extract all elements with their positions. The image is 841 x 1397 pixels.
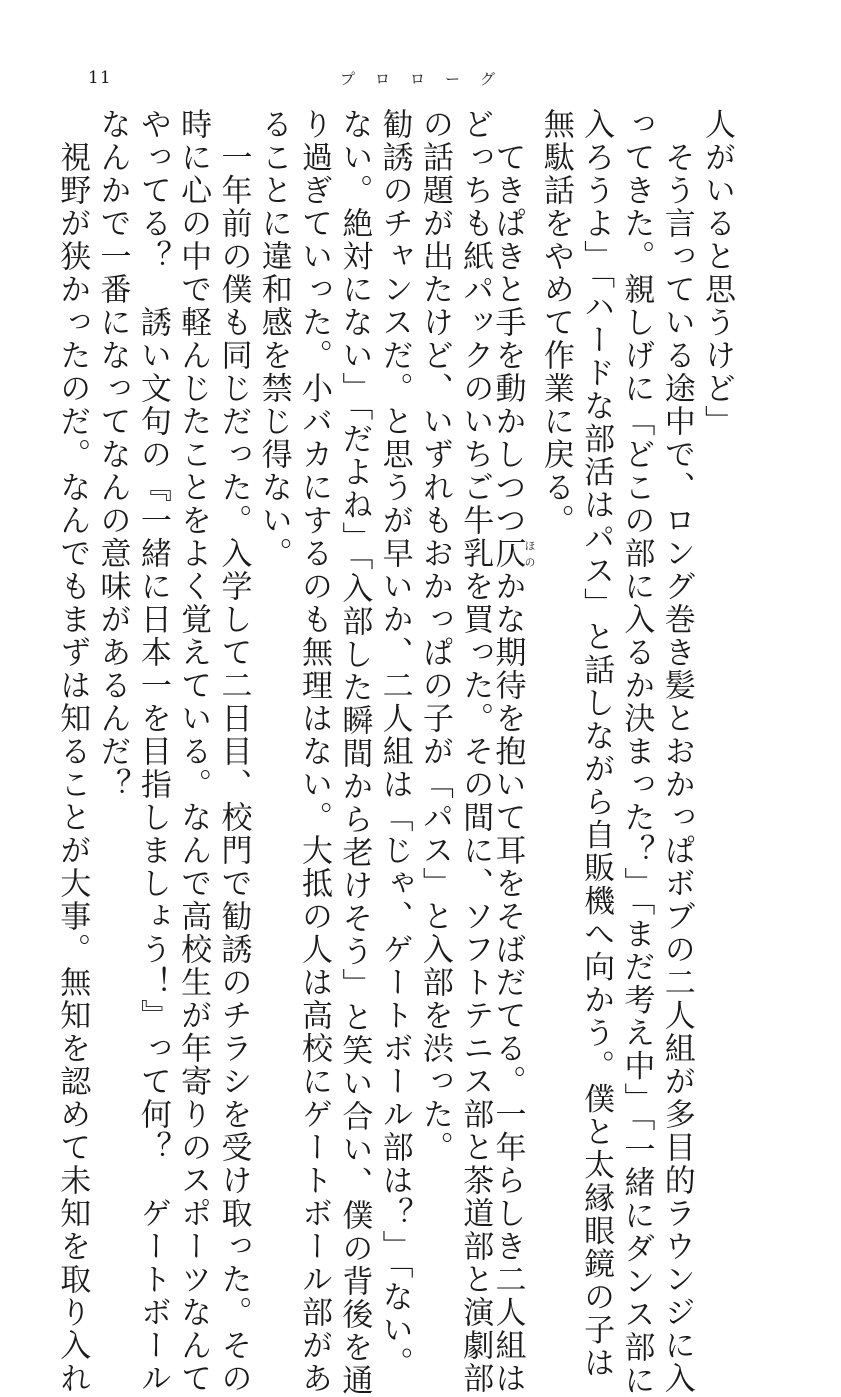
text-line: 入ろうよ」「ハードな部活はパス」と話しながら自販機へ向かう。僕と太縁眼鏡の子は <box>578 108 615 1380</box>
text-line: ってきた。親しげに「どこの部に入るか決まった？」「まだ考え中」「一緒にダンス部に <box>618 108 655 1397</box>
text-line: やってる？ 誘い文句の『一緒に日本一を目指しましょう！』って何？ ゲートボール <box>134 108 171 1395</box>
text-line: そう言っている途中で、ロング巻き髪とおかっぱボブの二人組が多目的ラウンジに入 <box>658 108 695 1395</box>
text-line: 視野が狭かったのだ。なんでもまずは知ることが大事。無知を認めて未知を取り入れ <box>54 108 91 1395</box>
text-line: 無駄話をやめて作業に戻る。 <box>537 108 574 537</box>
text-line: なんかで一番になってなんの意味があるんだ？ <box>94 108 131 801</box>
text-line: ることに違和感を禁じ得ない。 <box>255 108 292 570</box>
page-number: 11 <box>88 68 112 88</box>
ruby-annotation <box>489 537 537 570</box>
ruby-reading: ほの <box>523 537 537 570</box>
text-line: ない。絶対にない」「だよね」「入部した瞬間から老けそう」と笑い合い、僕の背後を通 <box>336 108 373 1397</box>
body-text <box>54 108 737 1397</box>
ruby-base: 仄 <box>489 537 526 570</box>
text-line: の話題が出たけど、いずれもおかっぱの子が「パス」と入部を渋った。 <box>416 108 453 1164</box>
text-line: 人がいると思うけど」 <box>699 108 735 438</box>
text-line <box>489 108 537 1395</box>
chapter-title: プロローグ <box>340 70 516 88</box>
text-line: 時に心の中で軽んじたことをよく覚えている。なんで高校生が年寄りのスポーツなんて <box>175 108 212 1395</box>
text-line: どっちも紙パックのいちご牛乳を買った。その間に、ソフトテニス部と茶道部と演劇部 <box>457 108 494 1395</box>
text-segment: かな期待を抱いて耳をそばだてる。一年らしき二人組は <box>489 570 526 1395</box>
text-line: 勧誘のチャンスだ。と思うが早いか、二人組は「じゃ、ゲートボール部は？」「ない。 <box>376 108 413 1380</box>
text-segment: てきぱきと手を動かしつつ <box>489 108 526 537</box>
text-line: 一年前の僕も同じだった。入学して二日目、校門で勧誘のチラシを受け取った。その <box>215 108 252 1395</box>
text-line: り過ぎていった。小バカにするのも無理はない。大抵の人は高校にゲートボール部があ <box>296 108 333 1395</box>
